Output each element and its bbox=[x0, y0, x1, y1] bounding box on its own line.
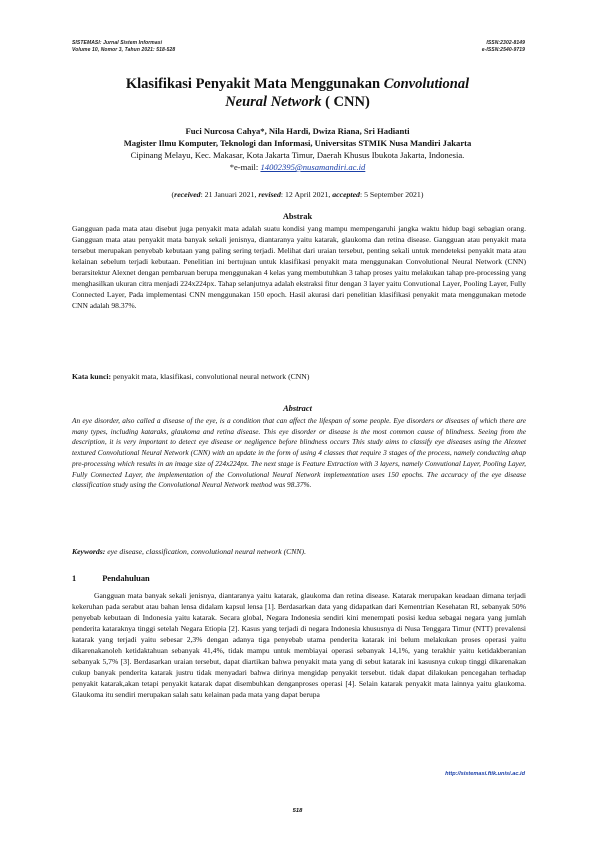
title-part2: ( CNN) bbox=[321, 94, 370, 110]
accepted-date: : 5 September 2021 bbox=[359, 190, 421, 199]
journal-name: SISTEMASI: Jurnal Sistem Informasi bbox=[72, 40, 163, 46]
issn: ISSN:2302-8149 bbox=[486, 40, 525, 46]
journal-header-left bbox=[72, 40, 175, 54]
kata-kunci-label: Kata kunci: bbox=[72, 372, 112, 381]
journal-header-right bbox=[482, 40, 525, 54]
revised-label: revised bbox=[258, 190, 281, 199]
journal-volume: Volume 10, Nomor 3, Tahun 2021: 518-528 bbox=[72, 47, 176, 53]
email-label: *e-mail: bbox=[229, 162, 261, 172]
keywords bbox=[72, 547, 526, 556]
keywords-label: Keywords: bbox=[72, 547, 106, 556]
affiliation: Magister Ilmu Komputer, Teknologi dan Informasi, Universitas STMIK Nusa Mandiri Jakarta bbox=[123, 138, 472, 148]
keywords-text: eye disease, classification, convolutional neural network (CNN). bbox=[105, 547, 307, 556]
intro-heading bbox=[72, 574, 150, 583]
kata-kunci-text: penyakit mata, klasifikasi, convolutional neural network (CNN) bbox=[111, 372, 310, 381]
abstract-text: An eye disorder, also called a disease of the eye, is a condition that can affect the lifespan of some people. Eye disorders or diseases of which there are many types, including kataraks, glaukoma and retina disease. This eye disorder or disease is the most common cause of blindness. Seeing from the description, it is very important to detect eye disease or negligence before blindness occurs This study aims to classify eye diseases using the Alexnet textured Convolutional Neural Network (CNN) with an update in the form of using 4 classes that require 3 stages of the process, namely conducting ahap pre-processing which results in an image size of 224x224px. The next stage is Feature Extraction with 3 layers, namely Convutional Layer, Pooling Layer, Fully Connected Layer, the implementation of the Convolutional Neural Network implementation uses 150 epochs. The accuracy of the eye disease classification study using the Convolutional Neural Network method was 98.37%. bbox=[72, 416, 526, 490]
received-label: received bbox=[174, 190, 201, 199]
page-number: 518 bbox=[292, 808, 303, 814]
footer-url[interactable]: http://sistemasi.ftik.unisi.ac.id bbox=[445, 771, 525, 777]
author-block bbox=[60, 125, 535, 173]
author-names: Fuci Nurcosa Cahya*, Nila Hardi, Dwiza Riana, Sri Hadianti bbox=[185, 126, 410, 136]
title-italic1: Convolutional bbox=[383, 76, 470, 92]
abstrak-heading: Abstrak bbox=[282, 212, 313, 221]
intro-number: 1 bbox=[72, 574, 77, 583]
abstrak-text: Gangguan pada mata atau disebut juga penyakit mata adalah suatu kondisi yang mampu mempengaruhi jangka waktu hidup bagi sebagian orang. Gangguan mata atau penyakit mata banyak sekali jenisnya, diantaranya yaitu katarak, glaukoma dan retina disease. Gangguan atau penyakit mata tersebut merupakan penyebab kebutaan yang paling sering terjadi. Melihat dari uraian tersebut, penting sekali untuk mendeteksi penyakit mata atau kelainan sebelum terjadi kebutaan. Penelitian ini bertujuan untuk klasifikasi penyakit mata menggunakan Convolutional Neural Network (CNN) berarsitektur Alexnet dengan pembaruan berupa menggunakan 4 kelas yang membutuhkan 3 tahap proses yaitu melakukan tahap pre-processing yang menghasilkan ukuran citra menjadi 224x224px. Tahap selanjutnya adalah ekstraksi fitur dengan 3 layer yaitu Convutional Layer, Pooling Layer, Fully Connected Layer, Pada implementasi CNN menggunakan 150 epoch. Hasil akurasi dari penelitian klasifikasi penyakit mata menggunakan metode CNN adalah 98.37%. bbox=[72, 224, 526, 311]
address: Cipinang Melayu, Kec. Makasar, Kota Jakarta Timur, Daerah Khusus Ibukota Jakarta, Indonesia. bbox=[130, 150, 465, 160]
kata-kunci bbox=[72, 372, 526, 381]
title-italic2: Neural Network bbox=[225, 94, 322, 110]
intro-text: Gangguan mata banyak sekali jenisnya, diantaranya yaitu katarak, glaukoma dan retina disease. Katarak merupakan keadaan dimana terjadi kekeruhan pada serabut atau bahan lensa didalam kapsul lensa [1]. Berdasarkan data yang didapatkan dari Kementrian Kesehatan RI, sebanyak 50% penyebab kebutaan di Indonesia yaitu katarak. Secara global, Negara Indonesia sendiri kini menempati posisi kedua sebagai negara yang jumlah penderita kataraknya tinggi setelah Negara Etiopia [2]. Kasus yang terjadi di negara Indonesia khususnya di Nusa Tenggara Timur (NTT) prevalensi katarak yang terjadi yaitu sebesar 2,3% dengan adanya tiga penyebab utama penderita katarak ini belum melakukan proses operasi yaitu dikarenakanoleh ketidaktahuan sebanyak 41,4%, tidak mampu untuk membiayai operasi sebanyak 14,1%, yang terakhir yaitu ketidakberanian sebanyak 5,7% [3]. Berdasarkan uraian tersebut, dapat diartikan bahwa penyakit mata yang di sebut katarak ini kasusnya cukup tinggi dikarenakan cukup banyak penderita katarak justru tidak menyadari bahwa dirinya mengidap penyakit tersebut. tidak dapat dilakukan pencegahan terhadap penyakit katarak,akan tetapi penyakit katarak dapat disembuhkan denganproses operasi [4]. Selain katarak penyakit mata lainnya yaitu glaukoma. Glaukoma itu sendiri merupakan salah satu kelainan pada mata yang dapat berupa bbox=[72, 591, 526, 700]
eissn: e-ISSN:2540-9719 bbox=[481, 47, 525, 53]
email-line bbox=[60, 161, 535, 173]
accepted-label: accepted bbox=[332, 190, 360, 199]
abstract-heading: Abstract bbox=[283, 404, 312, 413]
revised-date: : 12 April 2021, bbox=[280, 190, 333, 199]
title-part1: Klasifikasi Penyakit Mata Menggunakan bbox=[125, 76, 384, 92]
received-date: : 21 Januari 2021, bbox=[200, 190, 259, 199]
received-dates: (received: 21 Januari 2021, revised: 12 April 2021, accepted: 5 September 2021) bbox=[171, 190, 424, 199]
email-link[interactable]: 14002395@nusamandiri.ac.id bbox=[260, 162, 366, 172]
paper-title bbox=[60, 75, 535, 111]
intro-title: Pendahuluan bbox=[102, 574, 150, 583]
